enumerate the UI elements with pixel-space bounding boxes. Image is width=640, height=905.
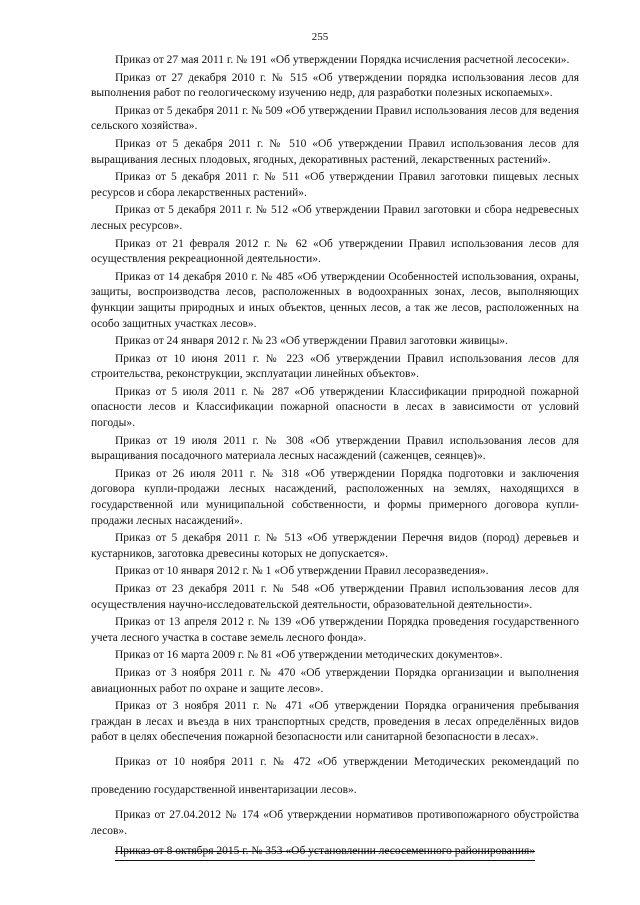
order-entry: Приказ от 16 марта 2009 г. № 81 «Об утверждении методических документов».: [115, 649, 503, 662]
order-entry: Приказ от 10 ноября 2011 г. № 472 «Об утверждении Методических рекомендаций по проведению государственной инвентаризации лесов».: [91, 755, 579, 796]
order-entry: Приказ от 27.04.2012 № 174 «Об утверждении нормативов противопожарного обустройства лесов».: [91, 808, 579, 837]
order-entry: Приказ от 5 декабря 2011 г. № 513 «Об утверждении Перечня видов (пород) деревьев и кустарников, заготовка древесины которых не допускается».: [91, 532, 579, 560]
document-body: [91, 53, 579, 863]
order-entry: Приказ от 10 июня 2011 г. № 223 «Об утверждении Правил использования лесов для строительства, реконструкции, эксплуатации линейных объектов».: [91, 352, 579, 381]
order-entry: Приказ от 10 января 2012 г. № 1 «Об утверждении Правил лесоразведения».: [115, 565, 489, 578]
order-entry: Приказ от 5 июля 2011 г. № 287 «Об утверждении Классификации природной пожарной опасности лесов и Классификации пожарной опасности в лесах в зависимости от условий погоды».: [91, 385, 579, 430]
order-entry: Приказ от 27 декабря 2010 г. № 515 «Об утверждении порядка использования лесов для выполнения работ по геологическому изучению недр, для разработки полезных ископаемых».: [91, 71, 579, 100]
order-entry: Приказ от 5 декабря 2011 г. № 509 «Об утверждении Правил использования лесов для ведения сельского хозяйства».: [91, 104, 579, 133]
page-number: 255: [311, 31, 329, 43]
order-entry: Приказ от 5 декабря 2011 г. № 510 «Об утверждении Правил использования лесов для выращивания лесных плодовых, ягодных, декоративных растений, лекарственных растений».: [91, 137, 579, 166]
order-entry: Приказ от 21 февраля 2012 г. № 62 «Об утверждении Правил использования лесов для осуществления рекреационной деятельности».: [91, 237, 579, 266]
order-entry: Приказ от 14 декабря 2010 г. № 485 «Об утверждении Особенностей использования, охраны, защиты, воспроизводства лесов, расположенных в водоохранных зонах, лесов, выполняющих функции защиты природных и иных объектов, ценных лесов, а так же лесов, расположенных на особо защитных участках лесов».: [91, 270, 579, 330]
order-entry: Приказ от 27 мая 2011 г. № 191 «Об утверждении Порядка исчисления расчетной лесосеки».: [115, 54, 570, 66]
order-entry: Приказ от 5 декабря 2011 г. № 511 «Об утверждении Правил заготовки пищевых лесных ресурсов и сбора лекарственных растений».: [91, 171, 579, 199]
order-entry: Приказ от 24 января 2012 г. № 23 «Об утверждении Правил заготовки живицы».: [115, 335, 508, 348]
order-entry: Приказ от 23 декабря 2011 г. № 548 «Об утверждении Правил использования лесов для осуществления научно-исследовательской деятельности, образовательной деятельности».: [91, 583, 579, 611]
order-entry: Приказ от 26 июля 2011 г. № 318 «Об утверждении Порядка подготовки и заключения договора купли-продажи лесных насаждений, расположенных на землях, находящихся в государственной или муниципальной собственности, и формы примерного договора купли-продажи лесных насаждений».: [91, 467, 579, 527]
order-entry: Приказ от 5 декабря 2011 г. № 512 «Об утверждении Правил заготовки и сбора недревесных лесных ресурсов».: [91, 204, 579, 232]
order-entry: Приказ от 19 июля 2011 г. № 308 «Об утверждении Правил использования лесов для выращивания посадочного материала лесных насаждений (саженцев, сеянцев)».: [91, 434, 579, 463]
order-entry: Приказ от 3 ноября 2011 г. № 470 «Об утверждении Порядка организации и выполнения авиационных работ по охране и защите лесов».: [91, 666, 579, 695]
struck-order-entry: Приказ от 8 октября 2015 г. № 353 «Об установлении лесосеменного районирования»: [115, 844, 535, 861]
order-entry: Приказ от 3 ноября 2011 г. № 471 «Об утверждении Порядка ограничения пребывания граждан в лесах и въезда в них транспортных средств, проведения в лесах определённых видов работ в целях обеспечения пожарной безопасности или санитарной безопасности в лесах».: [91, 700, 579, 744]
order-entry: Приказ от 13 апреля 2012 г. № 139 «Об утверждении Порядка проведения государственного учета лесного участка в составе земель лесного фонда».: [91, 616, 579, 644]
